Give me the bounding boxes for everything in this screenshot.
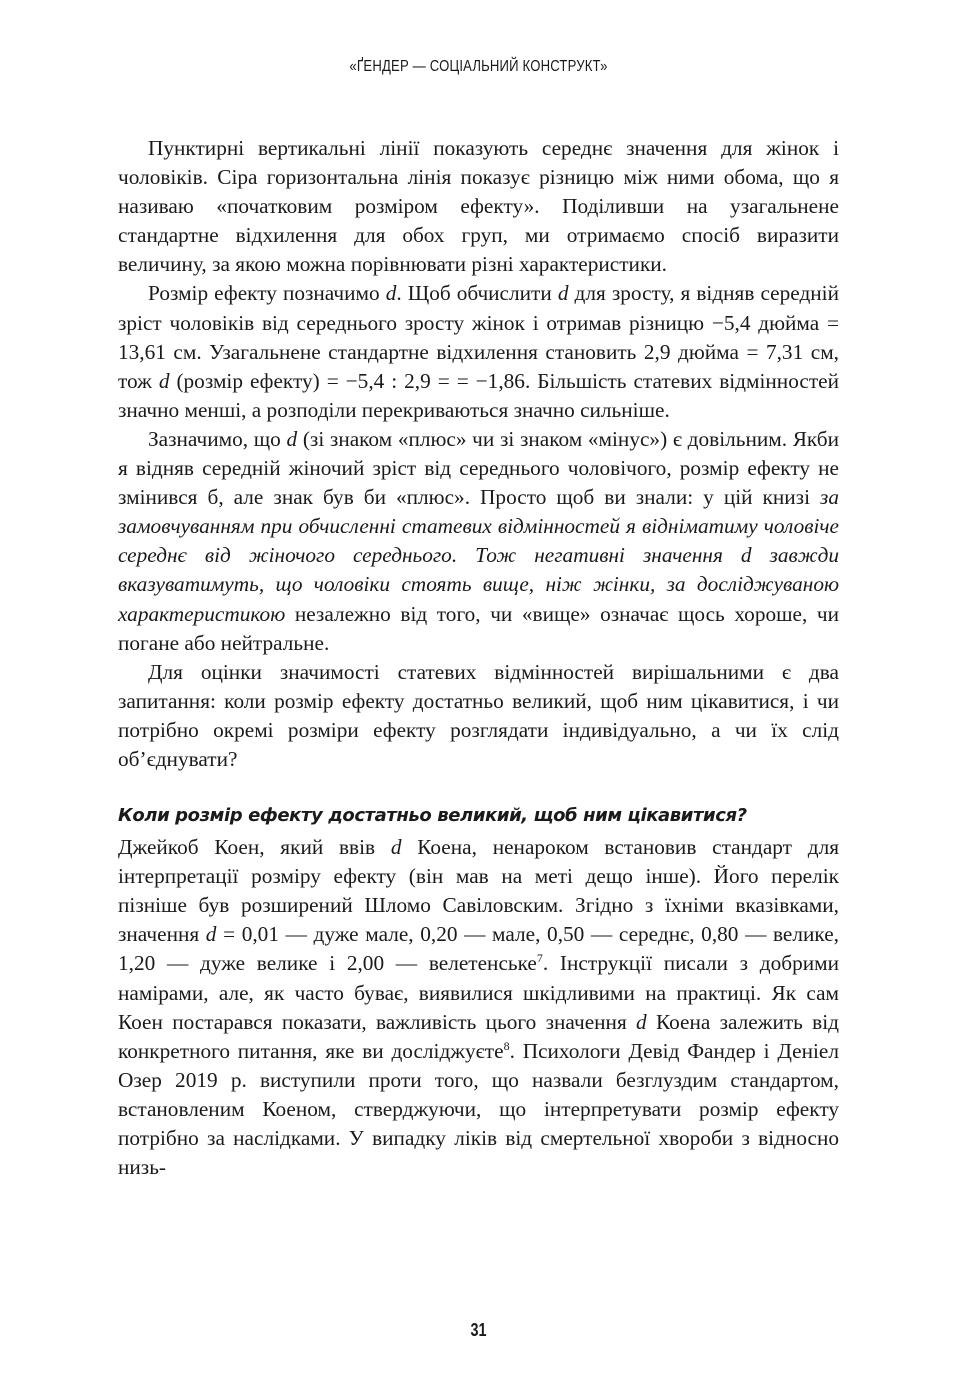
text-run: Коена, ненароком встановив стандарт для інтерпретації розміру ефекту (він мав на меті дещо інше). Його перелік пізніше був розширений Шломо Савіловским. Згідно з їхніми вказівками, значення (118, 835, 839, 947)
footnote-ref-7[interactable]: 7 (536, 951, 543, 966)
italic-emphasis: за замовчуванням при обчисленні статевих відмінностей я відніматиму чоловіче середнє від жіночого середнього. Тож негативні значення d завжди вказуватимуть, що чоловіки стоять вище, ніж жінки, за досліджуваною характеристикою (118, 485, 839, 626)
text-run: (зі знаком «плюс» чи зі знаком «мінус») є довільним. Якби я відняв середній жіночий зріст від середнього чоловічого, розмір ефекту не змінився б, але знак був би «плюс». Просто щоб ви знали: у цій книзі (118, 426, 839, 510)
page-body (118, 134, 839, 1182)
text-run: для зросту, я відняв середній зріст чоловіків від середнього зросту жінок і отримав різницю −5,4 дюйма = 13,61 см. Узагальнене стандартне відхилення становить 2,9 дюйма = 7,31 см, тож (118, 281, 839, 393)
paragraph-3 (118, 425, 839, 658)
page-number: 31 (470, 1320, 487, 1340)
text-run: . Щоб обчислити (396, 281, 558, 306)
symbol-d: d (385, 281, 397, 306)
text-run: Зазначимо, що (148, 426, 287, 451)
text-run: Розмір ефекту позначимо (148, 281, 386, 306)
paragraph-2 (118, 279, 839, 424)
footnote-ref-8[interactable]: 8 (503, 1038, 510, 1053)
symbol-d: d (390, 835, 402, 860)
symbol-d: d (636, 1009, 647, 1034)
text-run: Коена залежить від конкретного питання, яке ви досліджуєте (118, 1009, 839, 1063)
text-run: Джейкоб Коен, який ввів (118, 835, 391, 860)
section-heading: Коли розмір ефекту достатньо великий, щоб ним цікавитися? (118, 805, 747, 827)
text-run: незалежно від того, чи «вище» означає щось хороше, чи погане або нейтральне. (118, 601, 839, 655)
text-run: . Інструкції писали з добрими намірами, але, як часто буває, виявилися шкідливими на практиці. Як сам Коен постарався показати, важливість цього значення (118, 951, 839, 1034)
symbol-d: d (557, 281, 569, 306)
paragraph-1: Пунктирні вертикальні лінії показують середнє значення для жінок і чоловіків. Сіра горизонтальна лінія показує різницю між ними обома, що я називаю «початковим розміром ефекту». Поділивши на узагальнене стандартне відхилення для обох груп, ми отримаємо спосіб виразити величину, за якою можна порівнювати різні характеристики. (118, 136, 839, 277)
text-run: . Психологи Девід Фандер і Деніел Озер 2019 р. виступили проти того, що назвали безглуздим стандартом, встановленим Коеном, стверджуючи, що інтерпретувати розмір ефекту потрібно за наслідками. У випадку ліків від смертельної хвороби з відносно низь- (118, 1038, 839, 1180)
paragraph-4: Для оцінки значимості статевих відмінностей вирішальними є два запитання: коли розмір ефекту достатньо великий, щоб ним цікавитися, і чи потрібно окремі розміри ефекту розглядати індивідуально, а чи їх слід об’єднувати? (118, 659, 839, 771)
symbol-d: d (158, 368, 170, 393)
running-head: «ҐЕНДЕР — СОЦІАЛЬНИЙ КОНСТРУКТ» (349, 58, 608, 75)
symbol-d: d (286, 426, 298, 451)
text-run: = 0,01 — дуже мале, 0,20 — мале, 0,50 — середнє, 0,80 — велике, 1,20 — дуже велике і 2,00 — велетенське (118, 922, 839, 976)
symbol-d: d (205, 922, 217, 947)
text-run: (розмір ефекту) = −5,4 : 2,9 = = −1,86. Більшість статевих відмінностей значно менші, а розподіли перекриваються значно сильніше. (118, 368, 839, 422)
paragraph-5 (118, 833, 839, 1182)
